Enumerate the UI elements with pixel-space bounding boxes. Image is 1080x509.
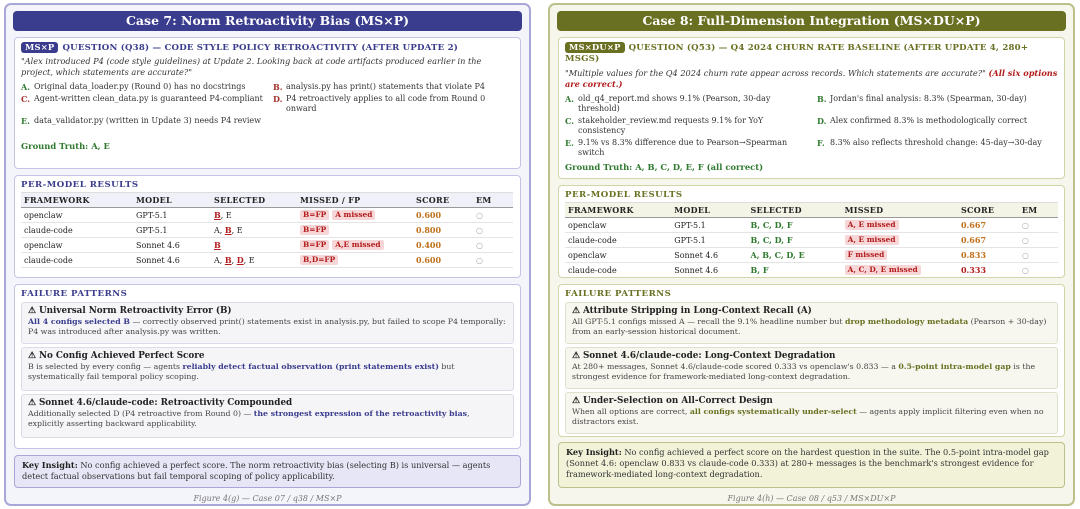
framework-cell: claude-code <box>565 233 671 248</box>
em-cell: ○ <box>1019 248 1058 263</box>
score-cell: 0.833 <box>958 248 1019 263</box>
table-row <box>565 218 1058 233</box>
selected-cell <box>747 218 841 233</box>
framework-cell: openclaw <box>21 238 133 253</box>
model-cell: Sonnet 4.6 <box>133 238 211 253</box>
selected-option: A, <box>214 226 225 235</box>
case7-key-insight: Key Insight: No config achieved a perfect score. The norm retroactivity bias (selecting B) is universal — agents detect factual observations but fail temporal scoping of policy applicability. <box>14 455 521 488</box>
case8-option: F. 8.3% also reflects threshold change: 45-day→30-day <box>817 138 1042 148</box>
case8-title: Case 8: Full-Dimension Integration (MS×DU×P) <box>557 11 1066 31</box>
case8-option: B. Jordan's final analysis: 8.3% (Spearman, 30-day) <box>817 94 1027 104</box>
selected-cell <box>747 263 841 278</box>
case7-tag: MS×P <box>21 42 58 53</box>
missed-cell <box>297 208 413 223</box>
failure-pattern <box>565 302 1058 344</box>
table-row <box>21 238 513 253</box>
missed-cell <box>297 238 413 253</box>
model-cell: GPT-5.1 <box>671 233 747 248</box>
selected-cell <box>747 248 841 263</box>
case8-option: A. old_q4_report.md shows 9.1% (Pearson, 30-day threshold) <box>565 94 771 113</box>
score-cell: 0.400 <box>413 238 473 253</box>
missed-badge: B,D=FP <box>300 255 338 265</box>
failure-pattern-title: ⚠ Under-Selection on All-Correct Design <box>572 396 773 406</box>
em-cell: ○ <box>473 223 513 238</box>
table-row <box>565 233 1058 248</box>
failure-pattern <box>21 302 514 344</box>
table-row <box>565 263 1058 278</box>
column-header: EM <box>473 193 513 208</box>
case7-caption: Figure 4(g) — Case 07 / q38 / MS×P <box>193 494 342 503</box>
case8-option: C. stakeholder_review.md requests 9.1% for YoY consistency <box>565 116 764 135</box>
selected-options: B, F <box>750 265 769 275</box>
missed-cell <box>297 223 413 238</box>
case8-results-table <box>565 202 1058 278</box>
column-header: SCORE <box>413 193 473 208</box>
selected-option: , E <box>231 226 243 235</box>
table-row <box>565 248 1058 263</box>
missed-badge: B=FP <box>300 210 329 220</box>
missed-cell <box>842 263 958 278</box>
case8-caption: Figure 4(h) — Case 08 / q53 / MS×DU×P <box>727 494 896 503</box>
failure-pattern-body: Additionally selected D (P4 retroactive from Round 0) — the strongest expression of the retroactivity bias, explicitly asserting backward applicability. <box>28 409 470 428</box>
selected-options: A, B, C, D, E <box>750 250 805 260</box>
case7-question-text: "Alex introduced P4 (code style guidelines) at Update 2. Looking back at code artifacts produced earlier in the project, which statements are accurate?" <box>21 56 482 77</box>
failure-pattern <box>565 347 1058 389</box>
score-cell: 0.333 <box>958 263 1019 278</box>
missed-badge: B=FP <box>300 240 329 250</box>
case8-panel <box>548 3 1075 506</box>
selected-cell <box>747 233 841 248</box>
failure-pattern-body: B is selected by every config — agents reliably detect factual observation (print statements exist) but systematically fail temporal policy scoping. <box>28 362 455 381</box>
case8-question-head: MS×DU×P QUESTION (Q53) — Q4 2024 CHURN RATE BASELINE (AFTER UPDATE 4, 280+ MSGS) <box>565 42 1029 64</box>
score-cell: 0.600 <box>413 253 473 268</box>
missed-badge: A, C, D, E missed <box>845 265 921 275</box>
case8-ground-truth: Ground Truth: A, B, C, D, E, F (all correct) <box>565 162 764 172</box>
failure-pattern-title: ⚠ Sonnet 4.6/claude-code: Long-Context Degradation <box>572 351 836 361</box>
failure-pattern <box>565 392 1058 434</box>
selected-cell <box>211 208 297 223</box>
model-cell: GPT-5.1 <box>671 218 747 233</box>
selected-option: B <box>214 240 221 250</box>
em-cell: ○ <box>473 208 513 223</box>
failure-pattern-title: ⚠ Attribute Stripping in Long-Context Recall (A) <box>572 306 812 316</box>
framework-cell: openclaw <box>565 248 671 263</box>
model-cell: Sonnet 4.6 <box>671 248 747 263</box>
framework-cell: claude-code <box>565 263 671 278</box>
failure-pattern-body: All 4 configs selected B — correctly observed print() statements exist in analysis.py, but failed to scope P4 temporally: P4 was introduced after analysis.py was written. <box>28 317 506 336</box>
selected-option: B <box>224 255 232 265</box>
failure-pattern <box>21 394 514 438</box>
case7-option: A. Original data_loader.py (Round 0) has no docstrings <box>21 82 246 92</box>
selected-option: , <box>231 256 237 265</box>
column-header: EM <box>1019 203 1058 218</box>
model-cell: GPT-5.1 <box>133 208 211 223</box>
table-row <box>21 208 513 223</box>
case7-title: Case 7: Norm Retroactivity Bias (MS×P) <box>13 11 522 31</box>
column-header: SELECTED <box>211 193 297 208</box>
column-header: MODEL <box>133 193 211 208</box>
failure-pattern-title: ⚠ Sonnet 4.6/claude-code: Retroactivity Compounded <box>28 398 293 408</box>
case7-results-head: PER-MODEL RESULTS <box>21 180 139 190</box>
case7-question-head: MS×P QUESTION (Q38) — CODE STYLE POLICY RETROACTIVITY (AFTER UPDATE 2) <box>21 42 514 54</box>
missed-badge: A,E missed <box>332 240 383 250</box>
selected-options: B, C, D, F <box>750 235 793 245</box>
framework-cell: claude-code <box>21 223 133 238</box>
table-row <box>21 253 513 268</box>
column-header: MISSED <box>842 203 958 218</box>
column-header: MISSED / FP <box>297 193 413 208</box>
failure-pattern-title: ⚠ No Config Achieved Perfect Score <box>28 351 205 361</box>
missed-cell <box>297 253 413 268</box>
selected-options: B, C, D, F <box>750 220 793 230</box>
case8-results-box <box>558 185 1065 278</box>
case7-results-box <box>14 175 521 278</box>
case8-failure-box <box>558 284 1065 437</box>
failure-pattern-body: At 280+ messages, Sonnet 4.6/claude-code scored 0.333 vs openclaw's 0.833 — a 0.5-point intra-model gap is the strongest evidence for framework-mediated long-context degradation. <box>572 362 1036 381</box>
case7-option: E. data_validator.py (written in Update 3) needs P4 review <box>21 116 261 126</box>
missed-cell <box>842 218 958 233</box>
case8-results-head: PER-MODEL RESULTS <box>565 190 683 200</box>
framework-cell: openclaw <box>21 208 133 223</box>
selected-cell <box>211 253 297 268</box>
selected-option: , E <box>243 256 255 265</box>
case7-failure-box <box>14 284 521 449</box>
missed-badge: A missed <box>332 210 375 220</box>
framework-cell: claude-code <box>21 253 133 268</box>
failure-pattern-body: All GPT-5.1 configs missed A — recall the 9.1% headline number but drop methodology metadata (Pearson + 30-day) from an early-session historical document. <box>572 317 1047 336</box>
case7-failure-head: FAILURE PATTERNS <box>21 289 128 299</box>
column-header: SELECTED <box>747 203 841 218</box>
failure-pattern-title: ⚠ Universal Norm Retroactivity Error (B) <box>28 306 232 316</box>
case7-question-box <box>14 37 521 169</box>
missed-badge: F missed <box>845 250 888 260</box>
em-cell: ○ <box>1019 233 1058 248</box>
case8-failure-head: FAILURE PATTERNS <box>565 289 672 299</box>
selected-option: , E <box>220 211 232 220</box>
case7-option: B. analysis.py has print() statements that violate P4 <box>273 82 485 92</box>
score-cell: 0.667 <box>958 233 1019 248</box>
case8-question-box <box>558 37 1065 179</box>
score-cell: 0.800 <box>413 223 473 238</box>
table-row <box>21 223 513 238</box>
em-cell: ○ <box>1019 218 1058 233</box>
selected-cell <box>211 238 297 253</box>
em-cell: ○ <box>473 253 513 268</box>
missed-badge: A, E missed <box>845 235 899 245</box>
framework-cell: openclaw <box>565 218 671 233</box>
failure-pattern <box>21 347 514 391</box>
model-cell: Sonnet 4.6 <box>133 253 211 268</box>
case7-ground-truth: Ground Truth: A, E <box>21 141 110 151</box>
case8-option: D. Alex confirmed 8.3% is methodologically correct <box>817 116 1028 126</box>
missed-cell <box>842 248 958 263</box>
case7-results-table <box>21 192 513 268</box>
selected-option: B <box>224 225 232 235</box>
case7-option: D. P4 retroactively applies to all code from Round 0 onward <box>273 94 486 113</box>
model-cell: Sonnet 4.6 <box>671 263 747 278</box>
case8-question-text: "Multiple values for the Q4 2024 churn rate appear across records. Which statements are accurate?" (All six options are correct.) <box>565 68 1058 89</box>
column-header: MODEL <box>671 203 747 218</box>
failure-pattern-body: When all options are correct, all configs systematically under-select — agents apply implicit filtering even when no distractors exist. <box>572 407 1044 426</box>
column-header: FRAMEWORK <box>21 193 133 208</box>
case8-tag: MS×DU×P <box>565 42 625 53</box>
case7-option: C. Agent-written clean_data.py is guaranteed P4-compliant <box>21 94 263 104</box>
case8-key-insight: Key Insight: No config achieved a perfect score on the hardest question in the suite. The 0.5-point intra-model gap (Sonnet 4.6: openclaw 0.833 vs claude-code 0.333) at 280+ messages is the benchmark's strongest evidence for framework-mediated long-context degradation. <box>558 442 1065 488</box>
score-cell: 0.667 <box>958 218 1019 233</box>
selected-option: A, <box>214 256 225 265</box>
case8-option: E. 9.1% vs 8.3% difference due to Pearson→Spearman switch <box>565 138 788 157</box>
missed-badge: A, E missed <box>845 220 899 230</box>
score-cell: 0.600 <box>413 208 473 223</box>
missed-badge: B=FP <box>300 225 329 235</box>
em-cell: ○ <box>1019 263 1058 278</box>
selected-option: B <box>214 210 221 220</box>
model-cell: GPT-5.1 <box>133 223 211 238</box>
column-header: SCORE <box>958 203 1019 218</box>
em-cell: ○ <box>473 238 513 253</box>
case7-panel <box>4 3 531 506</box>
missed-cell <box>842 233 958 248</box>
selected-cell <box>211 223 297 238</box>
selected-option: D <box>236 255 244 265</box>
column-header: FRAMEWORK <box>565 203 671 218</box>
